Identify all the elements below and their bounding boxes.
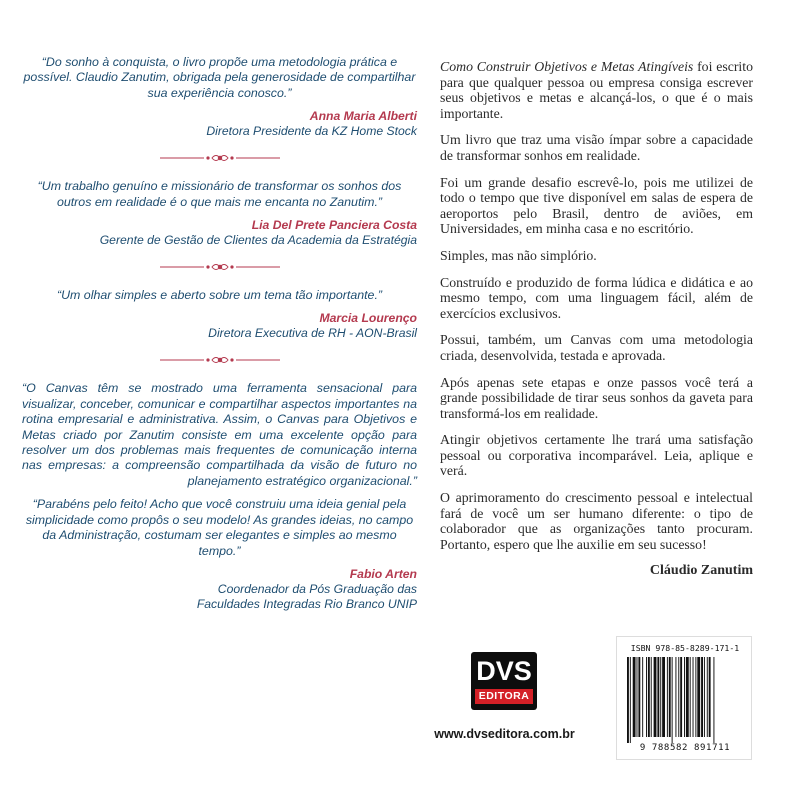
book-description [440, 59, 753, 579]
description-paragraph: Atingir objetivos certamente lhe trará uma satisfação pessoal ou corporativa incomparável. Leia, aplique e verá. [440, 432, 753, 479]
ornament-divider [22, 260, 417, 274]
testimonial-role: Coordenador da Pós Graduação das [217, 581, 417, 596]
description-text: foi escrito para que qualquer pessoa ou empresa consiga escrever seus objetivos e metas e alcançá-los, o que é o mais importante. [440, 59, 753, 121]
logo-editora: EDITORA [475, 689, 534, 704]
testimonial-role: Diretora Presidente da KZ Home Stock [206, 124, 417, 139]
testimonial-role: Diretora Executiva de RH - AON-Brasil [208, 326, 417, 341]
description-paragraph [440, 59, 753, 121]
testimonial-role: Gerente de Gestão de Clientes da Academia da Estratégia [99, 233, 417, 248]
description-paragraph: Foi um grande desafio escrevê-lo, pois me utilizei de todo o tempo que tive disponível em salas de espera de aeroportos pelo Brasil, dentro de aviões, em Universidades, em minha casa e no escritório. [440, 174, 753, 237]
testimonial-quote: “Parabéns pelo feito! Acho que você construiu uma ideia genial pela simplicidade como propôs o seu modelo! As grandes ideias, no campo da Administração, costumam ser elegantes e simples ao mesmo tempo.” [25, 497, 414, 558]
publisher-website[interactable]: www.dvseditora.com.br [434, 727, 575, 741]
isbn-digits: 9 788582 891711 [639, 743, 731, 753]
description-paragraph: Construído e produzido de forma lúdica e didática e ao mesmo tempo, com uma linguagem fácil, além de exercícios exclusivos. [440, 274, 753, 321]
description-paragraph: Um livro que traz uma visão ímpar sobre a capacidade de transformar sonhos em realidade. [440, 132, 753, 163]
testimonial-quote: “Um trabalho genuíno e missionário de transformar os sonhos dos outros em realidade é o que mais me encanta no Zanutim.” [37, 179, 402, 209]
logo-dvs: DVS [476, 656, 532, 686]
testimonial [22, 179, 417, 248]
testimonial [22, 288, 417, 341]
testimonial-quote: “Um olhar simples e aberto sobre um tema tão importante.” [56, 288, 383, 303]
testimonial-quote: “Do sonho à conquista, o livro propõe uma metodologia prática e possível. Claudio Zanutim, obrigada pela generosidade de compartilhar sua experiência conosco.” [23, 55, 416, 100]
ornament-divider [22, 151, 417, 165]
testimonial-author: Lia Del Prete Panciera Costa [251, 218, 417, 233]
description-paragraph: Possui, também, um Canvas com uma metodologia criada, desenvolvida, testada e aprovada. [440, 332, 753, 363]
description-paragraph: Após apenas sete etapas e onze passos você terá a grande possibilidade de tirar seus sonhos da gaveta para transformá-los em realidade. [440, 374, 753, 421]
author-signature: Cláudio Zanutim [649, 563, 753, 579]
testimonial [22, 55, 417, 139]
testimonial [22, 381, 417, 611]
barcode-icon [625, 657, 745, 743]
testimonial-author: Fabio Arten [349, 566, 417, 581]
description-paragraph: Simples, mas não simplório. [440, 247, 597, 263]
book-title: Como Construir Objetivos e Metas Atingíveis [440, 59, 694, 74]
isbn-label: ISBN 978-85-8289-171-1 [630, 643, 740, 653]
testimonial-author: Marcia Lourenço [319, 311, 417, 326]
testimonial-role: Faculdades Integradas Rio Branco UNIP [196, 596, 417, 611]
ornament-divider [22, 353, 417, 367]
testimonial-author: Anna Maria Alberti [309, 109, 417, 124]
testimonial-quote: “O Canvas têm se mostrado uma ferramenta sensacional para visualizar, conceber, comunicar e compartilhar aspectos importantes na rotina empresarial e administrativa. Assim, o Canvas para Objetivos e Metas criado por Zanutim consiste em uma excelente opção para resolver um dos problemas mais frequentes de comunicação interna nas empresas: a compreensão compartilhada da visão de futuro no planejamento estratégico organizacional.” [22, 381, 417, 488]
testimonials-column [22, 55, 417, 612]
isbn-barcode-box [616, 636, 752, 760]
description-paragraph: O aprimoramento do crescimento pessoal e intelectual fará de você um ser humano diferente: o tipo de colaborador que as organizações tanto procuram. Portanto, espero que lhe auxilie em seu sucesso! [440, 490, 753, 552]
publisher-logo [471, 652, 537, 710]
